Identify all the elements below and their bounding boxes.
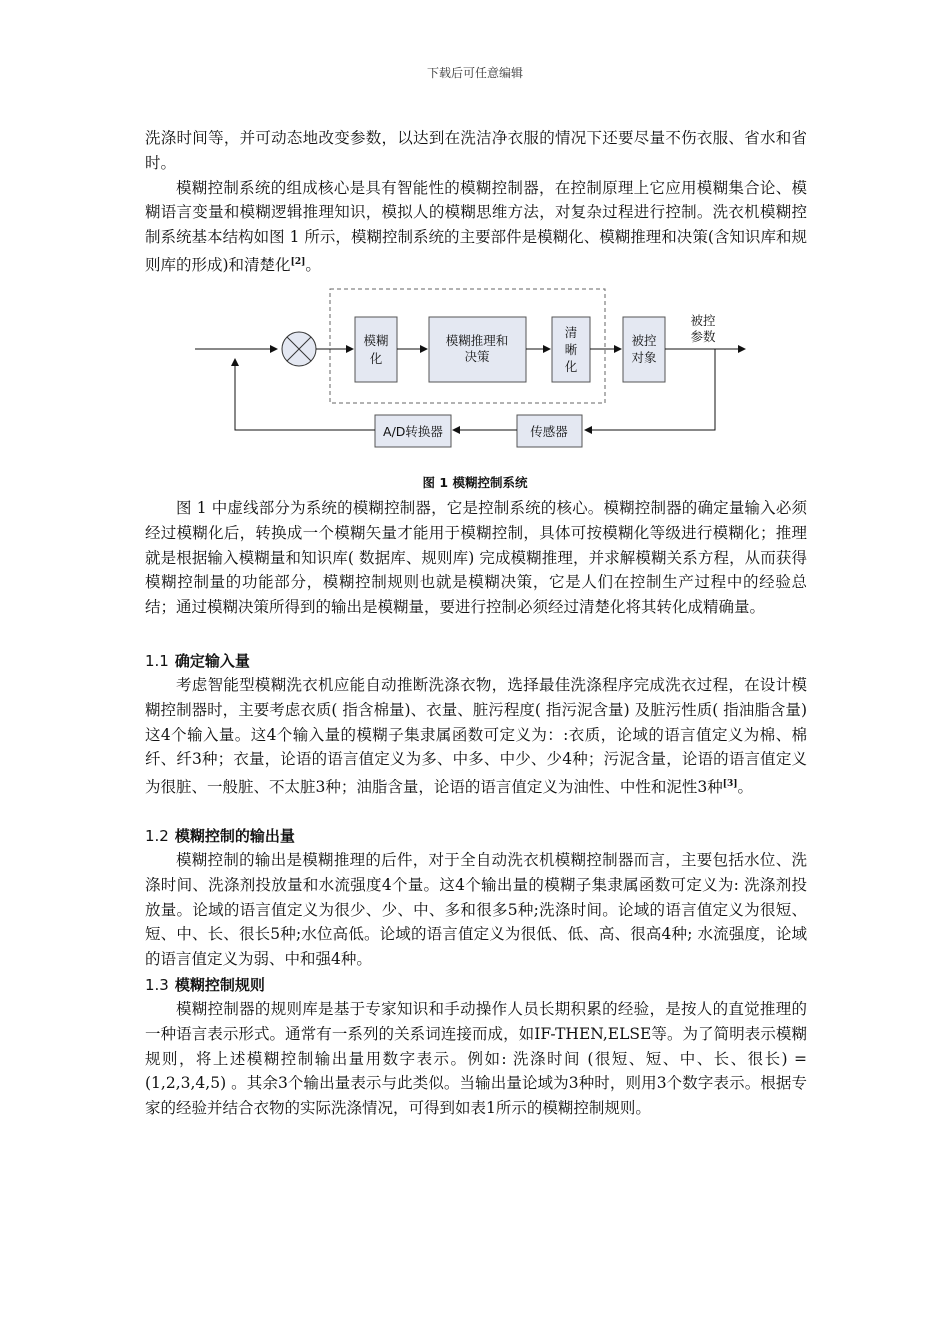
heading-1-2-title: 模糊控制的输出量	[174, 827, 295, 845]
section-heading-1-1	[145, 650, 250, 671]
figure-caption: 图 1 模糊控制系统	[422, 475, 528, 490]
paragraph-4-end: 。	[737, 778, 754, 797]
paragraph-4	[145, 673, 807, 800]
heading-1-1-title: 确定输入量	[174, 652, 250, 670]
heading-1-3-title: 模糊控制规则	[174, 976, 265, 994]
paragraph-6: 模糊控制器的规则库是基于专家知识和手动操作人员长期积累的经验，是按人的直觉推理的一种语言表示形式。通常有一系列的关系词连接而成，如IF-THEN,ELSE等。为了简明表示模糊规则，将上述模糊控制输出量用数字表示。例如: 洗涤时间 (很短、短、中、长、很长) = (1,2,3,4,5) 。其余3个输出量表示与此类似。当输出量论域为3种时，则用3个数字表示。根据专家的经验并结合衣物的实际洗涤情况，可得到如表1所示的模糊控制规则。	[145, 1000, 807, 1118]
paragraph-1: 洗涤时间等，并可动态地改变参数，以达到在洗洁净衣服的情况下还要尽量不伤衣服、省水和省时。	[145, 129, 807, 172]
fuzzify-label-2: 化	[369, 351, 383, 366]
heading-1-1-number: 1.1	[145, 652, 169, 670]
object-label-1: 被控	[631, 333, 657, 348]
defuzz-label-1: 清	[564, 325, 578, 340]
paragraph-4-text: 考虑智能型模糊洗衣机应能自动推断洗涤衣物，选择最佳洗涤程序完成洗衣过程，在设计模糊控制器时，主要考虑衣质( 指含棉量)、衣量、脏污程度( 指污泥含量) 及脏污性质( 指油脂含量) 这4个输入量。这4个输入量的模糊子集隶属函数可定义为：:衣质，论域的语言值定义为棉、棉纤、纤3种；衣量，论语的语言值定义为多、中多、中少、少4种；污泥含量，论语的语言值定义为很脏、一般脏、不太脏3种；油脂含量，论语的语言值定义为油性、中性和泥性3种	[145, 676, 807, 797]
sensor-label: 传感器	[530, 424, 568, 439]
section-heading-1-3	[145, 974, 265, 995]
paragraph-5: 模糊控制的输出是模糊推理的后件，对于全自动洗衣机模糊控制器而言，主要包括水位、洗涤时间、洗涤剂投放量和水流强度4个量。这4个输出量的模糊子集隶属函数可定义为: 洗涤剂投放量。论域的语言值定义为很少、少、中、多和很多5种;洗涤时间。论域的语言值定义为很短、短、中、长、很长5种;水位高低。论域的语言值定义为很低、低、高、很高4种; 水流强度，论域的语言值定义为弱、中和强4种。	[145, 851, 807, 969]
intro-block	[145, 126, 807, 278]
rules-section-block	[145, 997, 807, 1121]
feedback-return-line	[235, 359, 375, 430]
summing-junction	[282, 332, 316, 366]
heading-1-3-number: 1.3	[145, 976, 169, 994]
fuzzify-block	[355, 317, 397, 382]
paragraph-3: 图 1 中虚线部分为系统的模糊控制器，它是控制系统的核心。模糊控制器的确定量输入必须经过模糊化后，转换成一个模糊矢量才能用于模糊控制，具体可按模糊化等级进行模糊化；推理就是根据输入模糊量和知识库( 数据库、规则库) 完成模糊推理，并求解模糊关系方程，从而获得模糊控制量的功能部分，模糊控制规则也就是模糊决策，它是人们在控制生产过程中的经验总结；通过模糊决策所得到的输出是模糊量，要进行控制必须经过清楚化将其转化成精确量。	[145, 499, 807, 617]
input-section-block	[145, 673, 807, 800]
page-header: 下载后可任意编辑	[426, 66, 523, 80]
defuzz-label-2: 晰	[564, 342, 578, 357]
paragraph-2-end: 。	[305, 256, 321, 275]
output-label-1: 被控	[690, 313, 716, 328]
citation-3: [3]	[722, 779, 738, 790]
diagram-svg	[185, 283, 765, 453]
inference-label-2: 决策	[464, 349, 490, 364]
explanation-block	[145, 496, 807, 620]
section-heading-1-2	[145, 825, 295, 846]
inference-label-1: 模糊推理和	[445, 333, 509, 348]
paragraph-2-text: 模糊控制系统的组成核心是具有智能性的模糊控制器，在控制原理上它应用模糊集合论、模糊语言变量和模糊逻辑推理知识，模拟人的模糊思维方法，对复杂过程进行控制。洗衣机模糊控制系统基本结构如图 1 所示，模糊控制系统的主要部件是模糊化、模糊推理和决策(含知识库和规则库的形成)和清楚化	[145, 178, 807, 275]
fuzzy-control-diagram	[185, 283, 765, 453]
citation-2: [2]	[290, 256, 306, 267]
fuzzify-label-1: 模糊	[363, 333, 389, 348]
defuzz-label-3: 化	[564, 359, 578, 374]
paragraph-2	[145, 176, 807, 278]
output-label-2: 参数	[690, 329, 716, 344]
object-label-2: 对象	[631, 350, 657, 365]
output-section-block	[145, 848, 807, 972]
heading-1-2-number: 1.2	[145, 827, 169, 845]
ad-converter-label: A/D转换器	[383, 424, 443, 439]
